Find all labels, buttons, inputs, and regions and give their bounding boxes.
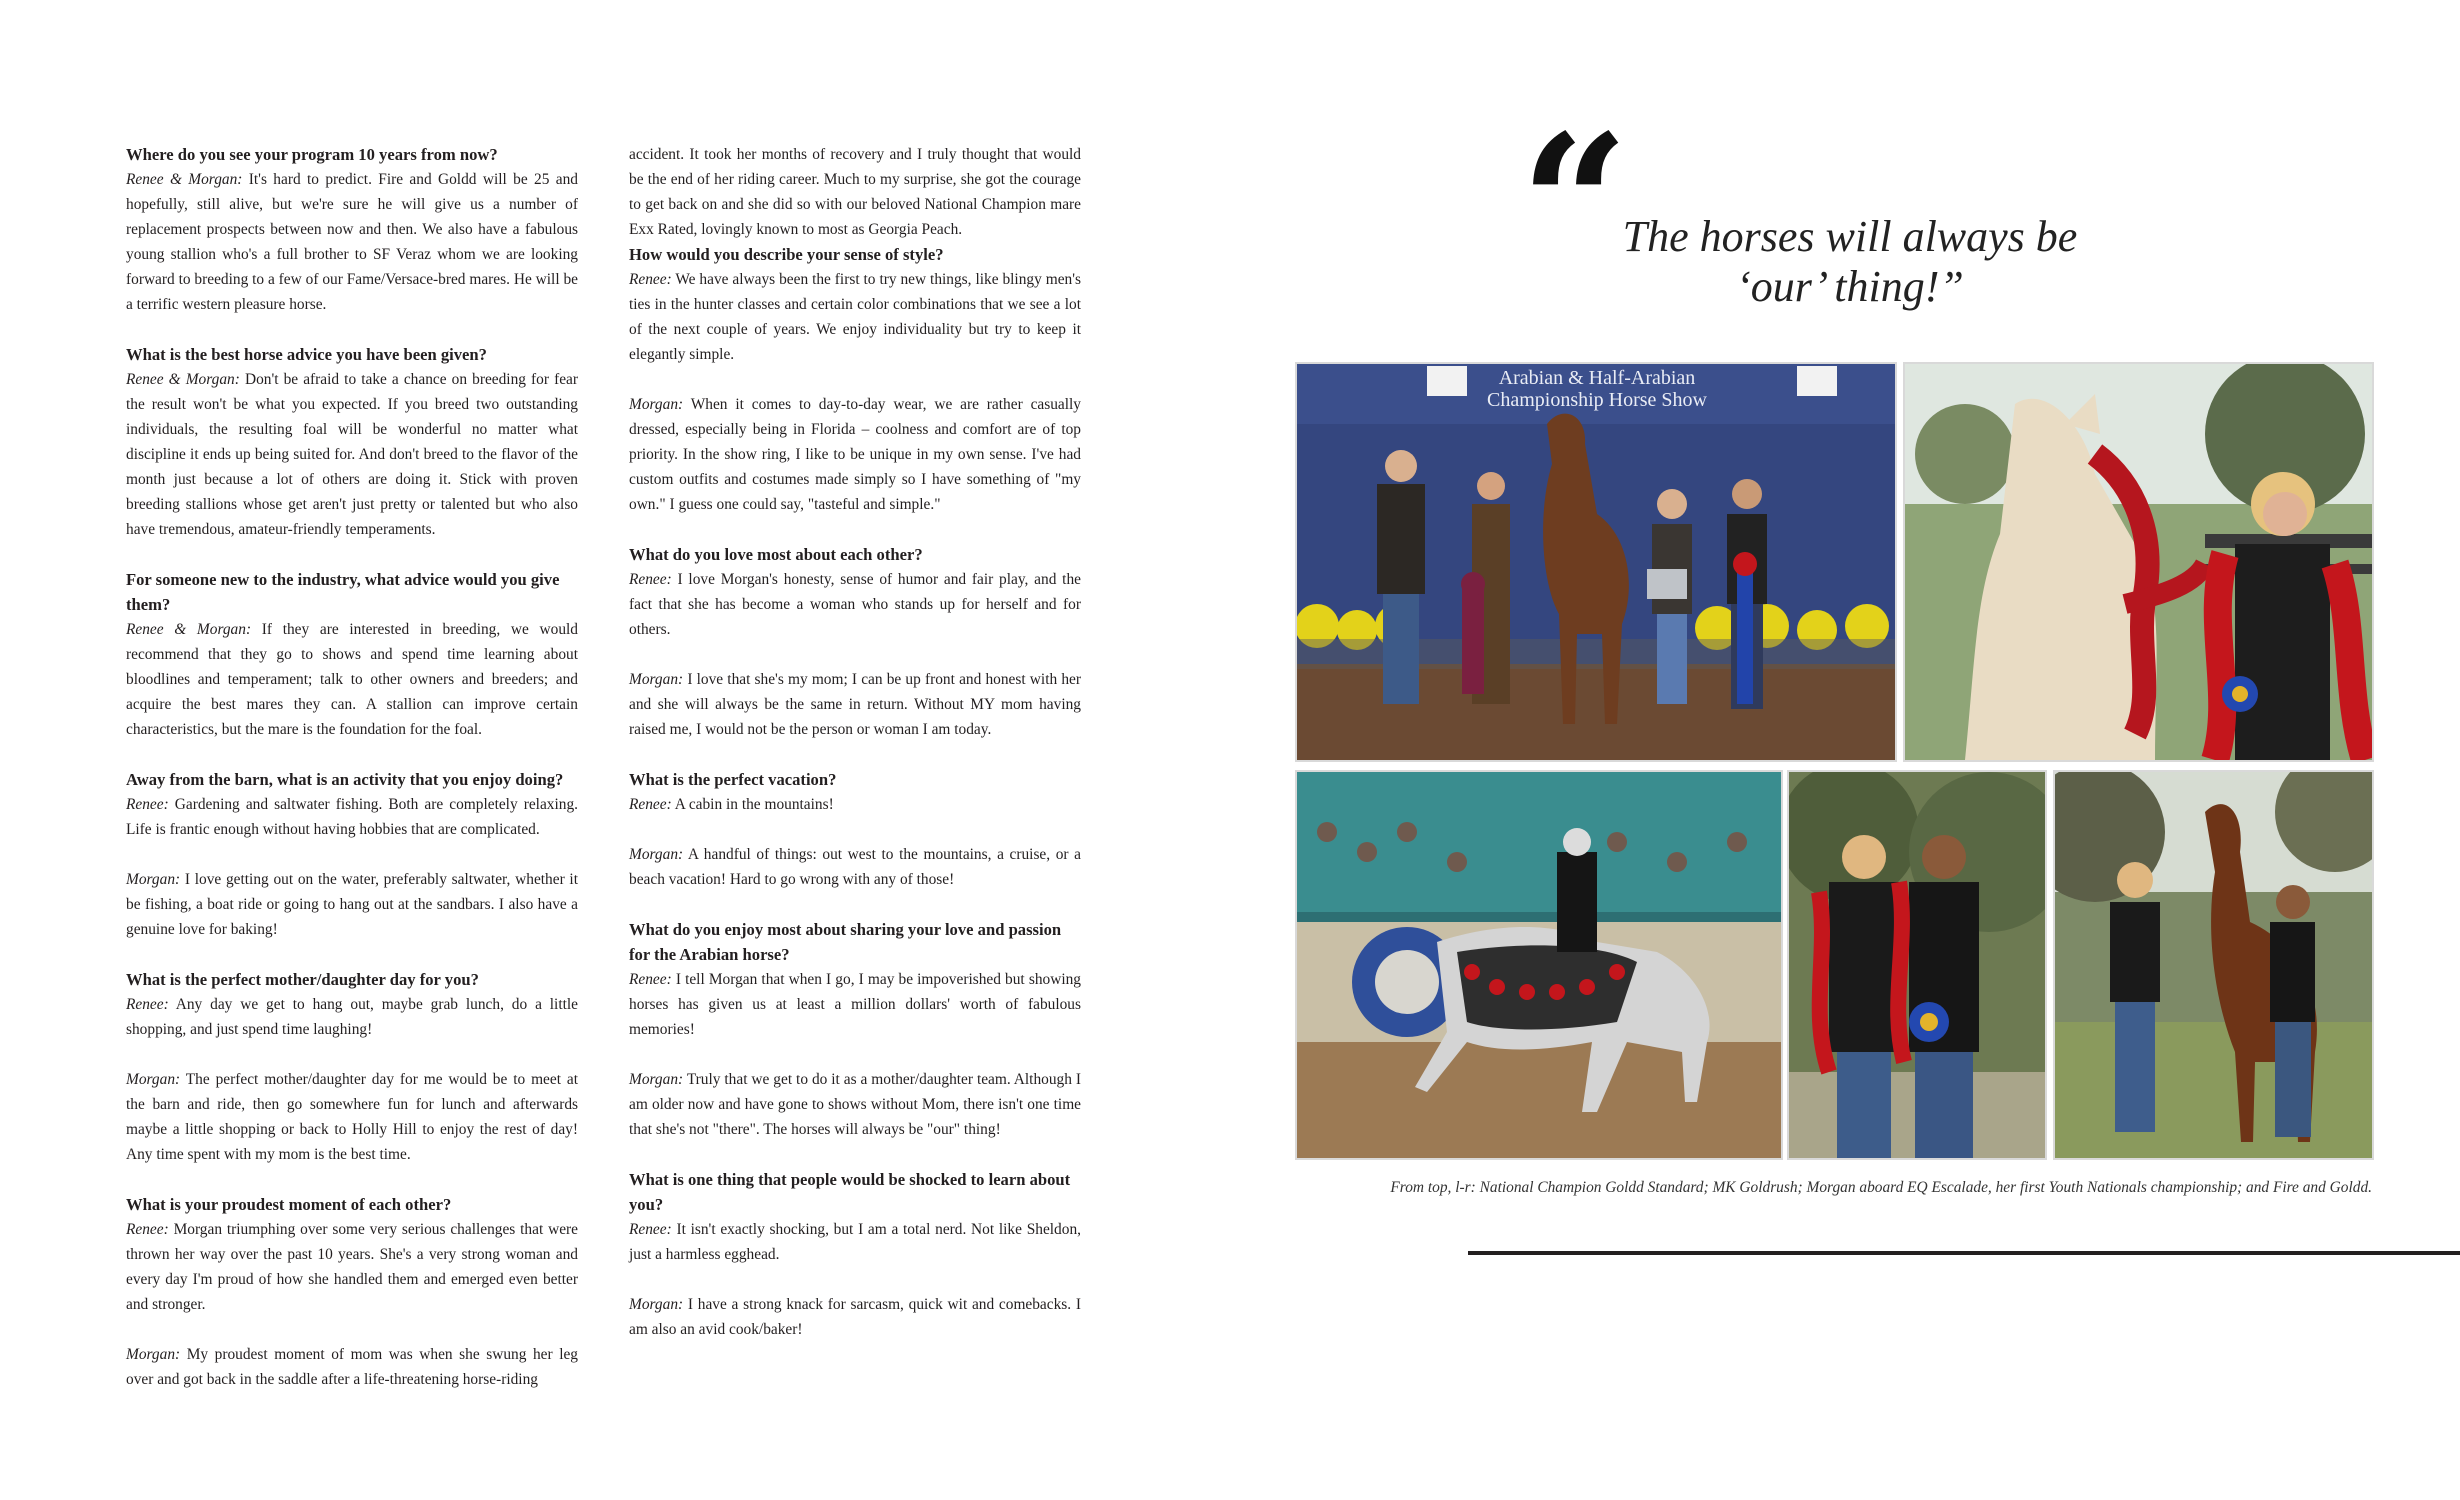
qa-block: [126, 1192, 578, 1392]
photo-fire-and-goldd: [2053, 770, 2374, 1160]
question-heading: What is the perfect vacation?: [629, 770, 837, 789]
qa-block: [126, 767, 578, 942]
answer-text: We have always been the first to try new things, like blingy men's ties in the hunter classes and certain color combinations that we see a lot of the next couple of years. We enjoy individuality but try to keep it elegantly simple.: [629, 271, 1081, 363]
pull-quote: [1590, 212, 2110, 312]
pull-quote-line-2: ‘our’ thing!”: [1736, 262, 1964, 311]
speaker-label: Morgan:: [126, 1346, 181, 1363]
speaker-label: Renee:: [126, 1221, 169, 1238]
answer-paragraph: [629, 967, 1081, 1042]
speaker-label: Morgan:: [126, 1071, 181, 1088]
question-heading: What is one thing that people would be shocked to learn about you?: [629, 1170, 1071, 1214]
answer-paragraph: [126, 367, 578, 542]
answer-text: A handful of things: out west to the mountains, a cruise, or a beach vacation! Hard to go wrong with any of those!: [629, 846, 1081, 888]
speaker-label: Morgan:: [629, 1296, 684, 1313]
answer-text: I love Morgan's honesty, sense of humor and fair play, and the fact that she has become a woman who stands up for herself and for others.: [629, 571, 1081, 638]
photo-mk-goldrush: [1903, 362, 2374, 762]
question-heading: Where do you see your program 10 years from now?: [126, 145, 498, 164]
question-heading: What is the best horse advice you have been given?: [126, 345, 487, 364]
qa-block: [126, 142, 578, 317]
speaker-label: Renee:: [629, 971, 672, 988]
qa-block: [629, 917, 1081, 1142]
answer-paragraph: [126, 792, 578, 842]
speaker-label: Morgan:: [629, 671, 684, 688]
answer-paragraph: [126, 617, 578, 742]
photo-eq-escalade: [1295, 770, 1783, 1160]
divider-rule: [1468, 1251, 2460, 1255]
question-heading: For someone new to the industry, what advice would you give them?: [126, 570, 560, 614]
answer-paragraph: [629, 392, 1081, 517]
answer-paragraph: [629, 1217, 1081, 1267]
qa-block: [126, 567, 578, 742]
answer-text: If they are interested in breeding, we would recommend that they go to shows and spend time learning about bloodlines and temperament; talk to other owners and breeders; and acquire the best mares they can. A stallion can improve certain characteristics, but the mare is the foundation for the foal.: [126, 621, 578, 738]
answer-text: When it comes to day-to-day wear, we are rather casually dressed, especially being in Florida – coolness and comfort are of top priority. In the show ring, I like to be unique in my own sense. I've had custom outfits and costumes made simply so I have something of "my own." I guess one could say, "tasteful and simple.": [629, 396, 1081, 513]
qa-block: [629, 542, 1081, 742]
qa-block: [126, 967, 578, 1167]
speaker-label: Morgan:: [126, 871, 181, 888]
speaker-label: Morgan:: [629, 1071, 684, 1088]
continued-paragraph: accident. It took her months of recovery and I truly thought that would be the end of her riding career. Much to my surprise, she got the courage to get back on and she did so with our beloved National Champion mare Exx Rated, lovingly known to most as Georgia Peach.: [629, 146, 1081, 238]
question-heading: How would you describe your sense of style?: [629, 245, 944, 264]
answer-text: Any day we get to hang out, maybe grab lunch, do a little shopping, and just spend time laughing!: [126, 996, 578, 1038]
speaker-label: Renee:: [126, 996, 169, 1013]
answer-paragraph: [126, 1067, 578, 1167]
answer-paragraph: [126, 992, 578, 1042]
answer-paragraph: [126, 867, 578, 942]
speaker-label: Renee & Morgan:: [126, 171, 243, 188]
banner-line-2: Championship Horse Show: [1487, 389, 1707, 411]
photo-renee-and-morgan: [1787, 770, 2047, 1160]
speaker-label: Morgan:: [629, 396, 684, 413]
answer-paragraph: [629, 667, 1081, 742]
answer-paragraph: [629, 842, 1081, 892]
answer-text: Don't be afraid to take a chance on breeding for fear the result won't be what you expected. If you breed two outstanding individuals, the resulting foal will be wonderful no matter what discipline it ends up being suited for. And don't breed to the flavor of the month just because a lot of others are doing it. Stick with proven breeding stallions whose get aren't just pretty or talented but who also have tremendous, amateur-friendly temperaments.: [126, 371, 578, 538]
speaker-label: Renee:: [126, 796, 169, 813]
qa-block: [126, 342, 578, 542]
question-heading: What is your proudest moment of each other?: [126, 1195, 452, 1214]
speaker-label: Renee & Morgan:: [126, 371, 240, 388]
answer-text: The perfect mother/daughter day for me would be to meet at the barn and ride, then go somewhere fun for lunch and afterwards maybe a little shopping or back to Holly Hill to enjoy the rest of day! Any time spent with my mom is the best time.: [126, 1071, 578, 1163]
answer-paragraph: [126, 167, 578, 317]
qa-block: [629, 242, 1081, 517]
answer-text: A cabin in the mountains!: [671, 796, 834, 813]
answer-paragraph: [629, 567, 1081, 642]
answer-text: I have a strong knack for sarcasm, quick wit and comebacks. I am also an avid cook/baker!: [629, 1296, 1081, 1338]
speaker-label: Renee & Morgan:: [126, 621, 252, 638]
question-heading: What do you love most about each other?: [629, 545, 923, 564]
answer-paragraph: [629, 1067, 1081, 1142]
pull-quote-line-1: The horses will always be: [1622, 212, 2078, 261]
banner-line-1: Arabian & Half-Arabian: [1498, 367, 1696, 389]
speaker-label: Renee:: [629, 1221, 672, 1238]
answer-text: I tell Morgan that when I go, I may be impoverished but showing horses has given us at least a million dollars' worth of fabulous memories!: [629, 971, 1081, 1038]
answer-text: Truly that we get to do it as a mother/daughter team. Although I am older now and have gone to shows without Mom, there isn't one time that she's not "there". The horses will always be "our" thing!: [629, 1071, 1081, 1138]
answer-paragraph: [126, 1217, 578, 1317]
photo-national-champion: [1295, 362, 1897, 762]
answer-paragraph: [126, 1342, 578, 1392]
speaker-label: Renee:: [629, 571, 672, 588]
question-heading: What do you enjoy most about sharing your love and passion for the Arabian horse?: [629, 920, 1062, 964]
photo-caption: From top, l-r: National Champion Goldd Standard; MK Goldrush; Morgan aboard EQ Escalade, her first Youth Nationals championship; and Fire and Goldd.: [1390, 1179, 2372, 1196]
answer-text: My proudest moment of mom was when she swung her leg over and got back in the saddle after a life-threatening horse-riding: [126, 1346, 578, 1388]
answer-paragraph: [629, 267, 1081, 367]
qa-block: [629, 767, 1081, 892]
text-column-2: [629, 142, 1081, 1367]
speaker-label: Renee:: [629, 796, 672, 813]
quote-mark-icon: “: [1520, 93, 1630, 316]
answer-text: Morgan triumphing over some very serious challenges that were thrown her way over the past 10 years. She's a very strong woman and every day I'm proud of how she handled them and emerged even better and stronger.: [126, 1221, 578, 1313]
answer-text: I love getting out on the water, preferably saltwater, whether it be fishing, a boat ride or going to hang out at the sandbars. I also have a genuine love for baking!: [126, 871, 578, 938]
question-heading: What is the perfect mother/daughter day for you?: [126, 970, 479, 989]
answer-text: Gardening and saltwater fishing. Both are completely relaxing. Life is frantic enough without having hobbies that are complicated.: [126, 796, 578, 838]
speaker-label: Renee:: [629, 271, 672, 288]
answer-text: It's hard to predict. Fire and Goldd will be 25 and hopefully, still alive, but we're sure he will give us a number of replacement prospects between now and then. We also have a fabulous young stallion who's a full brother to SF Veraz whom we are looking forward to breeding to a few of our Fame/Versace-bred mares. He will be a terrific western pleasure horse.: [126, 171, 578, 313]
answer-text: It isn't exactly shocking, but I am a total nerd. Not like Sheldon, just a harmless egghead.: [629, 1221, 1081, 1263]
text-column-1: [126, 142, 578, 1417]
question-heading: Away from the barn, what is an activity that you enjoy doing?: [126, 770, 564, 789]
answer-text: I love that she's my mom; I can be up front and honest with her and she will always be the same in return. Without MY mom having raised me, I would not be the person or woman I am today.: [629, 671, 1081, 738]
speaker-label: Morgan:: [629, 846, 684, 863]
qa-block: [629, 1167, 1081, 1342]
answer-paragraph: [629, 792, 1081, 817]
answer-paragraph: [629, 1292, 1081, 1342]
